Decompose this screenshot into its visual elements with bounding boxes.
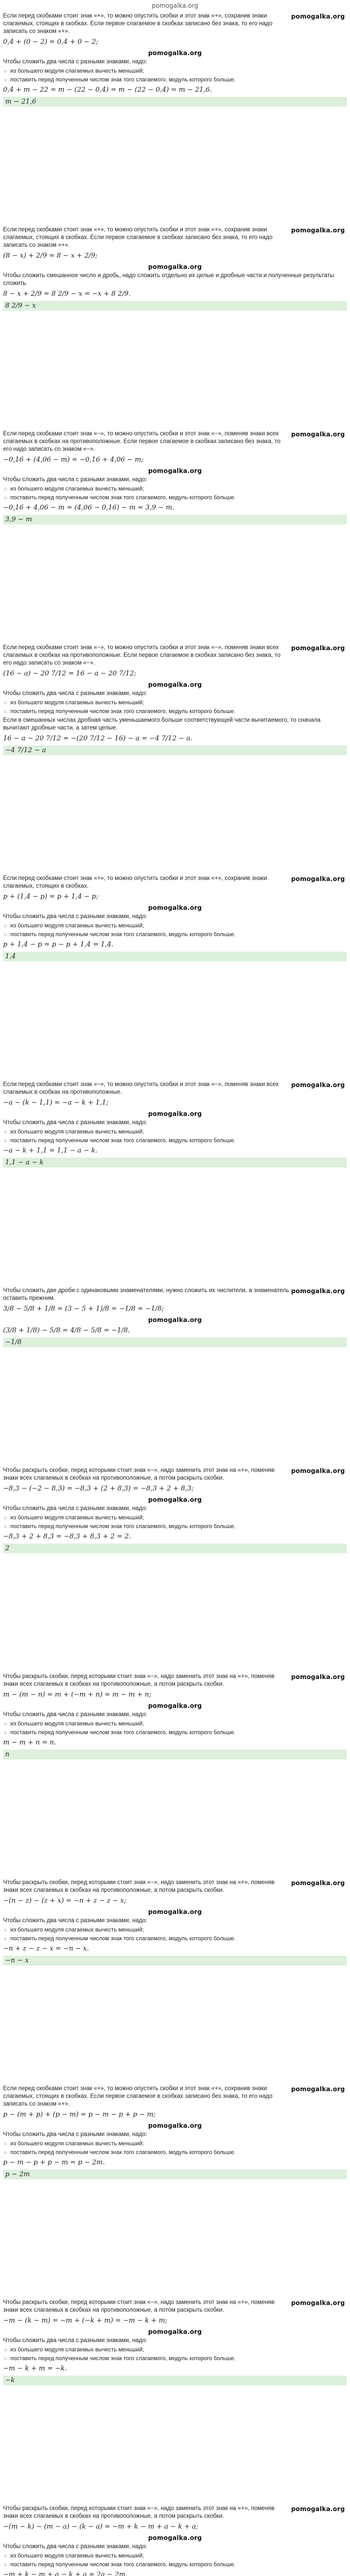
math-step: p + 1,4 − p = p − p + 1,4 = 1,4. xyxy=(3,941,114,948)
rule-bullet: ○ из большего модуля слагаемых вычесть меньший; xyxy=(10,485,347,493)
rule-text: Чтобы сложить два числа с разными знаками, надо: xyxy=(3,2544,147,2550)
solution-block xyxy=(3,644,347,756)
watermark-logo: pomogalka.org xyxy=(148,467,202,474)
math-step: 0,4 + (0 − 2) = 0,4 + 0 − 2; xyxy=(3,38,98,46)
rule-text: Если перед скобками стоит знак «−», то можно опустить скобки и этот знак «−», поменяв знаки всех слагаемых в скобках на противоположные. Если первое слагаемое в скобках записано без знака, то его надо записать со знаком «−». xyxy=(3,431,281,452)
rule-text: Чтобы сложить два числа с разными знаками, надо: xyxy=(3,1505,147,1512)
rule-text: Если в смешанных числах дробная часть уменьшаемого больше соответствующей части вычитаемого, то сначала вычитают дробные части, а затем целые. xyxy=(3,717,321,731)
rule-bullet: ○ поставить перед полученным числом знак того слагаемого, модуль которого больше. xyxy=(10,1137,347,1144)
solution-block xyxy=(3,1081,347,1168)
rule-bullet: ○ из большего модуля слагаемых вычесть меньший; xyxy=(10,2140,347,2147)
rule-text: Чтобы сложить два числа с разными знаками, надо: xyxy=(3,1711,147,1718)
watermark-logo: pomogalka.org xyxy=(291,1673,345,1681)
watermark-logo: pomogalka.org xyxy=(148,681,202,688)
rule-text: Чтобы раскрыть скобки, перед которыми стоит знак «−», надо заменить этот знак на «+», поменяв знаки всех слагаемых в скобках на противоположные, а потом раскрыть скобки. xyxy=(3,1673,275,1687)
solution-block xyxy=(3,2505,347,2576)
answer-highlight: 3,9 − m xyxy=(3,515,347,524)
solution-block xyxy=(3,12,347,108)
rule-bullet: ○ поставить перед полученным числом знак того слагаемого, модуль которого больше. xyxy=(10,931,347,938)
answer-highlight: 2 xyxy=(3,1544,347,1553)
answer-highlight: 8 2/9 − x xyxy=(3,301,347,311)
math-step: −0,16 + (4,06 − m) = −0,16 + 4,06 − m; xyxy=(3,456,144,464)
answer-highlight: 1,4 xyxy=(3,952,347,961)
watermark-logo: pomogalka.org xyxy=(291,1879,345,1887)
rule-bullet: ○ из большего модуля слагаемых вычесть меньший; xyxy=(10,2346,347,2353)
math-step: −m − k + m = −k. xyxy=(3,2365,67,2372)
watermark-logo: pomogalka.org xyxy=(291,227,345,234)
rule-text: Чтобы сложить два числа с разными знаками, надо: xyxy=(3,1918,147,1924)
watermark-logo: pomogalka.org xyxy=(291,1467,345,1475)
watermark-logo: pomogalka.org xyxy=(148,904,202,911)
rule-bullet: ○ из большего модуля слагаемых вычесть меньший; xyxy=(10,1720,347,1727)
math-step: −8,3 + 2 + 8,3 = −8,3 + 8,3 + 2 = 2. xyxy=(3,1533,131,1540)
math-step: −m + k − m + a − k + a = 2a − 2m. xyxy=(3,2571,128,2576)
rule-text: Чтобы раскрыть скобки, перед которыми стоит знак «−», надо заменить этот знак на «+», поменяв знаки всех слагаемых в скобках на противоположные, а потом раскрыть скобки. xyxy=(3,1879,275,1893)
solution-block xyxy=(3,1467,347,1554)
answer-highlight: −k xyxy=(3,2376,347,2385)
watermark-logo: pomogalka.org xyxy=(291,2299,345,2307)
math-step: 3/8 − 5/8 + 1/8 = (3 − 5 + 1)/8 = −1/8 = −1/8; xyxy=(3,1305,164,1313)
watermark-logo: pomogalka.org xyxy=(291,431,345,438)
watermark-logo: pomogalka.org xyxy=(148,263,202,270)
rule-bullet: ○ поставить перед полученным числом знак того слагаемого, модуль которого больше. xyxy=(10,1523,347,1530)
answer-highlight: 1,1 − a − k xyxy=(3,1158,347,1167)
answer-highlight: n xyxy=(3,1750,347,1759)
math-step: p − m − p + p − m = p − 2m. xyxy=(3,2159,105,2166)
watermark-logo: pomogalka.org xyxy=(148,2122,202,2129)
rule-bullet: ○ из большего модуля слагаемых вычесть меньший; xyxy=(10,1926,347,1934)
watermark-logo: pomogalka.org xyxy=(291,645,345,652)
math-step: −m − (k − m) = −m + (−k + m) = −m − k + m; xyxy=(3,2317,168,2325)
rule-text: Чтобы сложить два числа с разными знаками, надо: xyxy=(3,59,147,65)
answer-highlight: m − 21,6 xyxy=(3,97,347,107)
rule-bullet: ○ поставить перед полученным числом знак того слагаемого, модуль которого больше. xyxy=(10,2149,347,2156)
solution-content xyxy=(0,12,350,2576)
math-step: p + (1,4 − p) = p + 1,4 − p; xyxy=(3,893,98,901)
rule-bullet: ○ поставить перед полученным числом знак того слагаемого, модуль которого больше. xyxy=(10,1935,347,1942)
solution-block xyxy=(3,2085,347,2180)
watermark-logo: pomogalka.org xyxy=(291,2086,345,2093)
math-step: −a − (k − 1,1) = −a − k + 1,1; xyxy=(3,1099,109,1107)
rule-text: Чтобы сложить смешанное число и дробь, надо сложить отдельно их целые и дробные части и полученные результаты сложить. xyxy=(3,273,335,286)
rule-text: Чтобы сложить два числа с разными знаками, надо: xyxy=(3,1120,147,1126)
rule-text: Если перед скобками стоит знак «+», то можно опустить скобки и этот знак «+», сохранив знаки слагаемых, стоящих в скобках. Если первое слагаемое в скобках записано без знака, то его надо записать со знаком «+». xyxy=(3,227,273,248)
solution-block xyxy=(3,226,347,312)
rule-text: Чтобы раскрыть скобки, перед которыми стоит знак «−», надо заменить этот знак на «+», поменяв знаки всех слагаемых в скобках на противоположные, а потом раскрыть скобки. xyxy=(3,1467,275,1481)
math-step: (8 − x) + 2/9 = 8 − x + 2/9; xyxy=(3,252,98,260)
rule-text: Если перед скобками стоит знак «−», то можно опустить скобки и этот знак «−», поменяв знаки всех слагаемых в скобках на противоположные. Если первое слагаемое в скобках записано без знака, то его надо записать со знаком «−». xyxy=(3,645,281,666)
rule-text: Если перед скобками стоит знак «+», то можно опустить скобки и этот знак «+», сохранив знаки слагаемых, стоящих в скобках. xyxy=(3,875,267,889)
solution-block xyxy=(3,430,347,526)
rule-text: Чтобы сложить два числа с разными знаками, надо: xyxy=(3,2337,147,2344)
math-step: p − (m + p) + (p − m) = p − m − p + p − m; xyxy=(3,2111,156,2119)
rule-bullet: ○ из большего модуля слагаемых вычесть меньший; xyxy=(10,699,347,706)
rule-text: Чтобы сложить два числа с разными знаками, надо: xyxy=(3,690,147,697)
math-step: −8,3 − (−2 − 8,3) = −8,3 + (2 + 8,3) = −8,3 + 2 + 8,3; xyxy=(3,1485,194,1493)
rule-bullet: ○ поставить перед полученным числом знак того слагаемого, модуль которого больше. xyxy=(10,2561,347,2568)
answer-highlight: p − 2m xyxy=(3,2170,347,2179)
watermark-logo: pomogalka.org xyxy=(148,1908,202,1916)
rule-text: Чтобы сложить два числа с разными знаками, надо: xyxy=(3,477,147,483)
watermark-logo: pomogalka.org xyxy=(291,13,345,20)
rule-bullet: ○ из большего модуля слагаемых вычесть меньший; xyxy=(10,67,347,75)
math-step: (3/8 + 1/8) − 5/8 = 4/8 − 5/8 = −1/8. xyxy=(3,1327,130,1334)
solution-block xyxy=(3,1287,347,1348)
rule-bullet: ○ из большего модуля слагаемых вычесть меньший; xyxy=(10,2552,347,2560)
math-step: −a − k + 1,1 = 1,1 − a − k. xyxy=(3,1147,98,1155)
watermark-logo: pomogalka.org xyxy=(148,2328,202,2335)
solution-block xyxy=(3,1879,347,1967)
rule-bullet: ○ из большего модуля слагаемых вычесть меньший; xyxy=(10,1514,347,1521)
watermark-logo: pomogalka.org xyxy=(148,1702,202,1709)
rule-text: Если перед скобками стоит знак «+», то можно опустить скобки и этот знак «+», сохранив знаки слагаемых, стоящих в скобках. Если первое слагаемое в скобках записано без знака, то его надо записать со знаком «+». xyxy=(3,2086,273,2107)
rule-bullet: ○ поставить перед полученным числом знак того слагаемого, модуль которого больше. xyxy=(10,76,347,83)
answer-highlight: −4 7/12 − a xyxy=(3,745,347,755)
math-step: 0,4 + m − 22 = m − (22 − 0,4) = m − (22 − 0,4) = m − 21,6. xyxy=(3,86,212,94)
math-step: m − (m − n) = m + (−m + n) = m − m + n; xyxy=(3,1691,151,1699)
answer-highlight: −n − x xyxy=(3,1956,347,1965)
math-step: 8 − x + 2/9 = 8 2/9 − x = −x + 8 2/9. xyxy=(3,290,131,298)
math-step: 16 − a − 20 7/12 = −(20 7/12 − 16) − a = −4 7/12 − a. xyxy=(3,735,192,742)
watermark-logo: pomogalka.org xyxy=(148,1316,202,1324)
rule-bullet: ○ поставить перед полученным числом знак того слагаемого, модуль которого больше. xyxy=(10,708,347,715)
rule-text: Если перед скобками стоит знак «−», то можно опустить скобки и этот знак «−», поменяв знаки всех слагаемых в скобках на противоположные. xyxy=(3,1081,279,1095)
watermark-logo: pomogalka.org xyxy=(148,49,202,57)
watermark-logo: pomogalka.org xyxy=(148,1496,202,1503)
watermark-logo: pomogalka.org xyxy=(291,875,345,883)
rule-text: Чтобы сложить два числа с разными знаками, надо: xyxy=(3,913,147,920)
rule-text: Чтобы сложить два числа с разными знаками, надо: xyxy=(3,2131,147,2138)
rule-text: Чтобы раскрыть скобки, перед которыми стоит знак «−», надо заменить этот знак на «+», поменяв знаки всех слагаемых в скобках на противоположные, а потом раскрыть скобки. xyxy=(3,2299,275,2313)
rule-bullet: ○ из большего модуля слагаемых вычесть меньший; xyxy=(10,1128,347,1136)
rule-bullet: ○ из большего модуля слагаемых вычесть меньший; xyxy=(10,922,347,929)
watermark-logo: pomogalka.org xyxy=(291,1081,345,1089)
math-step: −n + z − z − x = −n − x. xyxy=(3,1945,89,1953)
solution-block xyxy=(3,875,347,962)
rule-text: Чтобы сложить две дроби с одинаковыми знаменателями, нужно сложить их числители, а знаменатель оставить прежним. xyxy=(3,1287,289,1301)
site-header xyxy=(0,0,350,11)
answer-highlight: −1/8 xyxy=(3,1337,347,1347)
math-step: −(m − k) − (m − a) − (k − a) = −m + k − m + a − k + a; xyxy=(3,2523,199,2531)
rule-bullet: ○ поставить перед полученным числом знак того слагаемого, модуль которого больше. xyxy=(10,494,347,501)
watermark-logo: pomogalka.org xyxy=(148,2534,202,2541)
math-step: −(n − z) − (z + x) = −n + z − z − x; xyxy=(3,1897,127,1905)
rule-text: Чтобы раскрыть скобки, перед которыми стоит знак «−», надо заменить этот знак на «+», поменяв знаки всех слагаемых в скобках на противоположные, а потом раскрыть скобки. xyxy=(3,2505,275,2519)
math-step: m − m + n = n. xyxy=(3,1739,57,1747)
math-step: (16 − a) − 20 7/12 = 16 − a − 20 7/12; xyxy=(3,670,136,677)
rule-bullet: ○ поставить перед полученным числом знак того слагаемого, модуль которого больше. xyxy=(10,1729,347,1736)
solution-block xyxy=(3,2299,347,2386)
watermark-logo: pomogalka.org xyxy=(148,1110,202,1117)
site-title[interactable]: pomogalka.org xyxy=(152,2,198,9)
solution-block xyxy=(3,1673,347,1760)
rule-bullet: ○ поставить перед полученным числом знак того слагаемого, модуль которого больше. xyxy=(10,2355,347,2362)
watermark-logo: pomogalka.org xyxy=(291,1287,345,1295)
math-step: −0,16 + 4,06 − m = (4,06 − 0,16) − m = 3,9 − m. xyxy=(3,504,174,512)
watermark-logo: pomogalka.org xyxy=(291,2505,345,2513)
rule-text: Если перед скобками стоит знак «+», то можно опустить скобки и этот знак «+», сохранив знаки слагаемых, стоящих в скобках. Если первое слагаемое в скобках записано без знака, то его надо записать со знаком «+». xyxy=(3,13,273,35)
